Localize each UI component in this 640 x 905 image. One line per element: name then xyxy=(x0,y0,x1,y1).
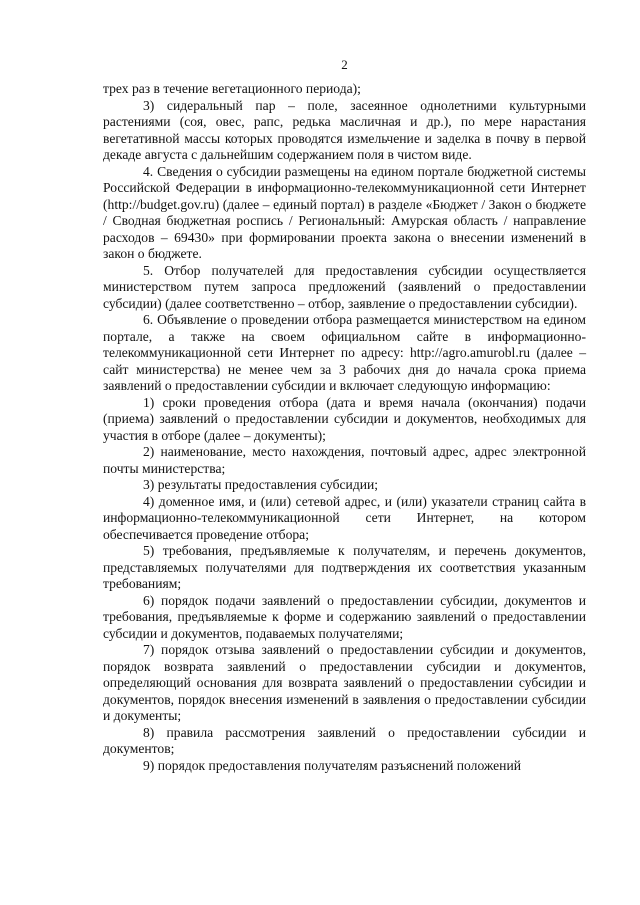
list-item-1-selection-dates: 1) сроки проведения отбора (дата и время начала (окончания) подачи (приема) заявлений о предоставлении субсидии и документов, необходимых для участия в отборе (далее – документы); xyxy=(103,394,586,443)
list-item-6-submission-order: 6) порядок подачи заявлений о предоставлении субсидии, документов и требования, предъявляемые к форме и содержанию заявлений о предоставлении субсидии и документов, подаваемых получателями; xyxy=(103,592,586,641)
paragraph-section-4-subsidy-info: 4. Сведения о субсидии размещены на едином портале бюджетной системы Российской Федерации в информационно-телекоммуникационной сети Интернет (http://budget.gov.ru) (далее – единый портал) в разделе «Бюджет / Закон о бюджете / Сводная бюджетная роспись / Региональный: Амурская область / направление расходов – 69430» при формировании проекта закона о внесении изменений в закон о бюджете. xyxy=(103,163,586,261)
list-item-3-subsidy-results: 3) результаты предоставления субсидии; xyxy=(143,477,379,492)
paragraph-section-5-selection: 5. Отбор получателей для предоставления субсидии осуществляется министерством путем запроса предложений (заявлений о предоставлении субсидии) (далее соответственно – отбор, заявление о предоставлении субсидии). xyxy=(103,262,586,311)
page-number: 2 xyxy=(341,57,348,72)
list-item-5-requirements: 5) требования, предъявляемые к получателям, и перечень документов, представляемых получателями для подтверждения их соответствия указанным требованиям; xyxy=(103,543,586,591)
list-item-2-ministry-address: 2) наименование, место нахождения, почтовый адрес, адрес электронной почты министерства; xyxy=(103,444,586,476)
document-body xyxy=(103,81,586,774)
paragraph-section-6-announcement: 6. Объявление о проведении отбора размещается министерством на едином портале, а также на своем официальном сайте в информационно-телекоммуникационной сети Интернет по адресу: http://agro.amurobl.ru (далее – сайт министерства) не менее чем за 3 рабочих дня до начала срока приема заявлений о предоставлении субсидии и включает следующую информацию: xyxy=(103,312,586,393)
list-item-9-clarifications: 9) порядок предоставления получателям разъяснений положений xyxy=(143,757,521,773)
list-item-4-domain-name: 4) доменное имя, и (или) сетевой адрес, и (или) указатели страниц сайта в информационно-телекоммуникационной сети Интернет, на котором обеспечивается проведение отбора; xyxy=(103,493,586,542)
list-item-7-withdrawal-order: 7) порядок отзыва заявлений о предоставлении субсидии и документов, порядок возврата заявлений о предоставлении субсидии и документов, определяющий основания для возврата заявлений о предоставлении субсидии и документов, порядок внесения изменений в заявления о предоставлении субсидии и документы; xyxy=(103,642,586,723)
list-item-8-review-rules: 8) правила рассмотрения заявлений о предоставлении субсидии и документов; xyxy=(103,724,586,756)
paragraph-item-3-green-manure-fallow: 3) сидеральный пар – поле, засеянное однолетними культурными растениями (соя, овес, рапс, редька масличная и др.), по мере нарастания вегетативной массы которых проводятся измельчение и заделка в почву в первой декаде августа с дальнейшим содержанием поля в чистом виде. xyxy=(103,97,586,162)
paragraph-continuation: трех раз в течение вегетационного периода); xyxy=(103,81,361,96)
